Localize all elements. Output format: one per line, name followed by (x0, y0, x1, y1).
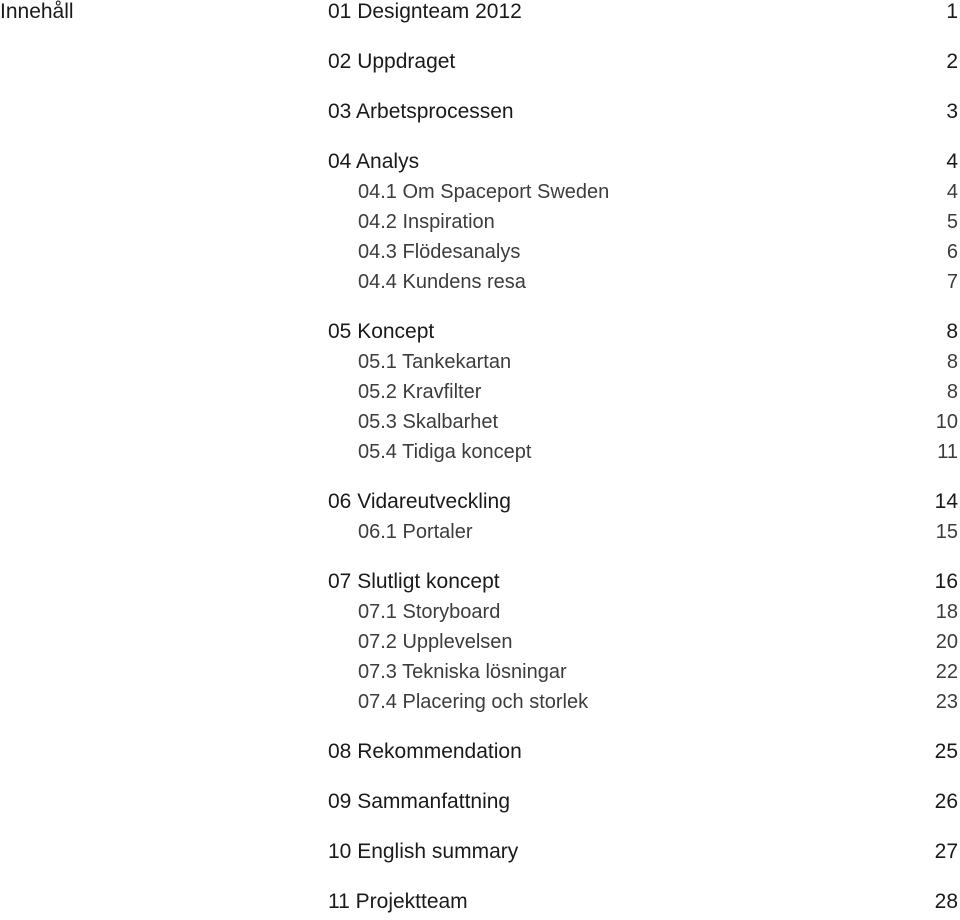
toc-title: 01 Designteam 2012 (328, 0, 522, 23)
toc-page-number: 18 (935, 601, 958, 623)
toc-section-06[interactable] (328, 490, 958, 520)
toc-subsection-07-3[interactable] (328, 660, 958, 690)
toc-page-number: 6 (946, 241, 958, 263)
toc-title: 05.3 Skalbarhet (358, 411, 499, 433)
toc-title: 05.1 Tankekartan (358, 351, 512, 373)
toc-title: 04.4 Kundens resa (358, 271, 526, 293)
toc-subsection-07-2[interactable] (328, 630, 958, 660)
toc-title: 04 Analys (328, 150, 420, 173)
toc-page-number: 11 (937, 441, 958, 463)
toc-title: 05.4 Tidiga koncept (358, 441, 532, 463)
toc-page-number: 5 (946, 211, 958, 233)
toc-page-number: 3 (946, 100, 958, 123)
toc-title: 09 Sammanfattning (328, 790, 511, 813)
toc-page-number: 27 (934, 840, 958, 863)
toc-section-08[interactable] (328, 740, 958, 770)
toc-title: 06.1 Portaler (358, 521, 473, 543)
toc-page-number: 1 (946, 0, 958, 23)
toc-page-number: 25 (934, 740, 958, 763)
toc-subsection-06-1[interactable] (328, 520, 958, 550)
toc-subsection-04-4[interactable] (328, 270, 958, 300)
toc-subsection-05-3[interactable] (328, 410, 958, 440)
toc-page-number: 2 (946, 50, 958, 73)
toc-subsection-07-4[interactable] (328, 690, 958, 720)
toc-title: 07.1 Storyboard (358, 601, 501, 623)
toc-subsection-05-4[interactable] (328, 440, 958, 470)
toc-page-number: 8 (946, 320, 958, 343)
toc-title: 02 Uppdraget (328, 50, 456, 73)
toc-title: 08 Rekommendation (328, 740, 522, 763)
toc-title: 04.3 Flödesanalys (358, 241, 521, 263)
toc-title: 07.4 Placering och storlek (358, 691, 589, 713)
toc-title: 04.1 Om Spaceport Sweden (358, 181, 610, 203)
toc-section-09[interactable] (328, 790, 958, 820)
toc-title: 03 Arbetsprocessen (328, 100, 514, 123)
toc-section-02[interactable] (328, 50, 958, 80)
toc-section-01[interactable] (328, 0, 958, 30)
toc-page-number: 16 (934, 570, 958, 593)
toc-page-number: 28 (934, 890, 958, 913)
toc-title: 07.2 Upplevelsen (358, 631, 513, 653)
toc-subsection-05-2[interactable] (328, 380, 958, 410)
toc-subsection-07-1[interactable] (328, 600, 958, 630)
toc-title: 10 English summary (328, 840, 519, 863)
toc-subsection-04-1[interactable] (328, 180, 958, 210)
toc-title: 07 Slutligt koncept (328, 570, 500, 593)
toc-page-number: 8 (946, 351, 958, 373)
toc-title: 05 Koncept (328, 320, 435, 343)
toc-title: 07.3 Tekniska lösningar (358, 661, 567, 683)
toc-section-03[interactable] (328, 100, 958, 130)
toc-page-number: 10 (935, 411, 958, 433)
toc-page-number: 7 (946, 271, 958, 293)
toc-section-05[interactable] (328, 320, 958, 350)
toc-subsection-05-1[interactable] (328, 350, 958, 380)
toc-title: 05.2 Kravfilter (358, 381, 482, 403)
table-of-contents (328, 0, 958, 920)
toc-page-number: 20 (935, 631, 958, 653)
toc-page-number: 4 (946, 150, 958, 173)
toc-page-number: 23 (935, 691, 958, 713)
toc-subsection-04-3[interactable] (328, 240, 958, 270)
toc-page-number: 4 (946, 181, 958, 203)
toc-page-number: 8 (946, 381, 958, 403)
toc-subsection-04-2[interactable] (328, 210, 958, 240)
toc-section-10[interactable] (328, 840, 958, 870)
toc-page-number: 15 (935, 521, 958, 543)
page-title: Innehåll (0, 0, 74, 23)
toc-page-number: 14 (934, 490, 958, 513)
toc-section-04[interactable] (328, 150, 958, 180)
toc-page-number: 22 (935, 661, 958, 683)
toc-title: 04.2 Inspiration (358, 211, 495, 233)
toc-title: 06 Vidareutveckling (328, 490, 511, 513)
toc-page-number: 26 (934, 790, 958, 813)
toc-title: 11 Projektteam (328, 890, 468, 913)
toc-section-07[interactable] (328, 570, 958, 600)
